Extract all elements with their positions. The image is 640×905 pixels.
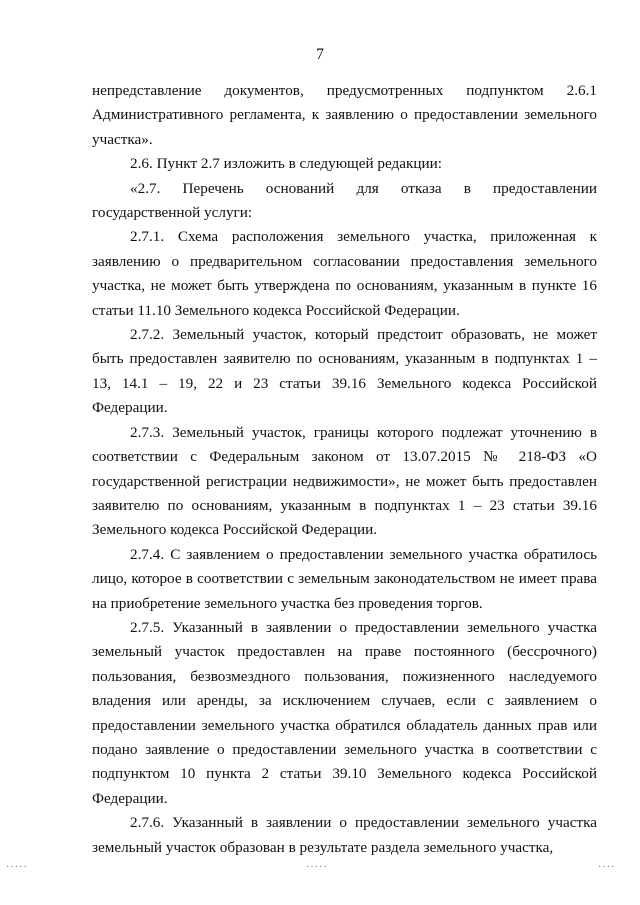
document-body xyxy=(92,79,597,860)
scan-artifact-left: ····· xyxy=(6,862,28,873)
paragraph-2-7-heading: «2.7. Перечень оснований для отказа в предоставлении государственной услуги: xyxy=(92,179,597,222)
scan-artifact-right: ···· xyxy=(598,862,616,873)
paragraph-2-6: 2.6. Пункт 2.7 изложить в следующей редакции: xyxy=(130,155,443,173)
paragraph-2-7-3: 2.7.3. Земельный участок, границы которого подлежат уточнению в соответствии с Федеральным законом от 13.07.2015 № 218-ФЗ «О государственной регистрации недвижимости», не может быть предоставлен заявителю по основаниям, указанным в подпунктах 1 – 23 статьи 39.16 Земельного кодекса Российской Федерации. xyxy=(92,423,597,539)
paragraph-2-7-6: 2.7.6. Указанный в заявлении о предоставлении земельного участка земельный участок образован в результате раздела земельного участка, xyxy=(92,814,597,856)
page-number: 7 xyxy=(316,46,324,63)
paragraph-continuation: непредставление документов, предусмотренных подпунктом 2.6.1 Административного регламента, к заявлению о предоставлении земельного участка». xyxy=(92,82,597,148)
paragraph-2-7-5: 2.7.5. Указанный в заявлении о предоставлении земельного участка земельный участок предоставлен на праве постоянного (бессрочного) пользования, безвозмездного пользования, пожизненного наследуемого владения или аренды, за исключением случаев, если с заявлением о предоставлении земельного участка обратился обладатель данных прав или подано заявление о предоставлении земельного участка в соответствии с подпунктом 10 пункта 2 статьи 39.10 Земельного кодекса Российской Федерации. xyxy=(92,618,597,807)
paragraph-2-7-1: 2.7.1. Схема расположения земельного участка, приложенная к заявлению о предварительном согласовании предоставления земельного участка, не может быть утверждена по основаниям, указанным в пункте 16 статьи 11.10 Земельного кодекса Российской Федерации. xyxy=(92,228,597,319)
scan-artifact-center: ····· xyxy=(306,862,328,873)
paragraph-2-7-4: 2.7.4. С заявлением о предоставлении земельного участка обратилось лицо, которое в соответствии с земельным законодательством не имеет права на приобретение земельного участка без проведения торгов. xyxy=(92,545,597,612)
paragraph-2-7-2: 2.7.2. Земельный участок, который предстоит образовать, не может быть предоставлен заявителю по основаниям, указанным в подпунктах 1 – 13, 14.1 – 19, 22 и 23 статьи 39.16 Земельного кодекса Российской Федерации. xyxy=(92,326,597,417)
